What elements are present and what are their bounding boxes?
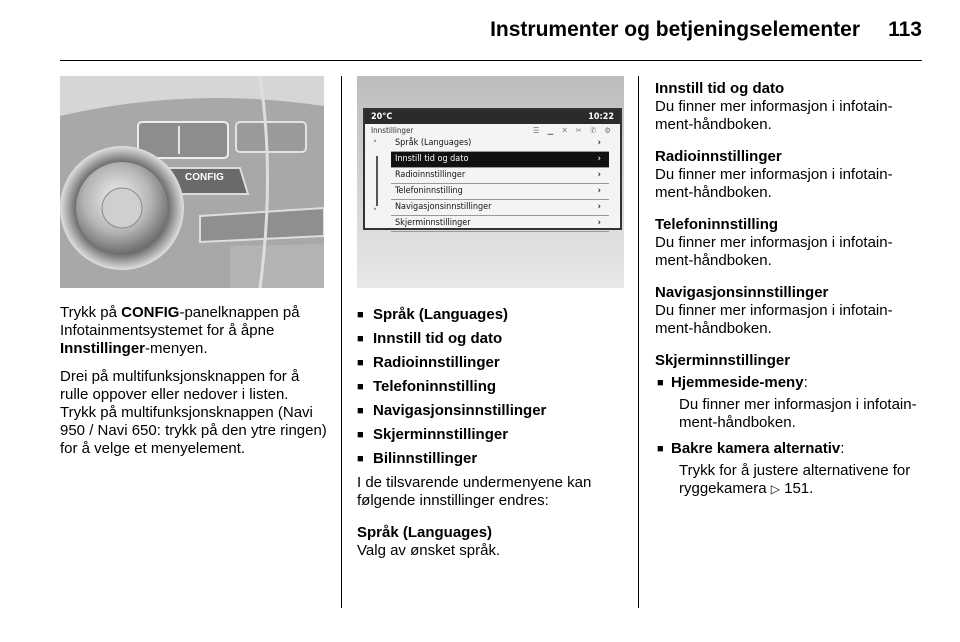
bullet-item: ■ Innstill tid og dato bbox=[357, 330, 627, 348]
multifunction-instruction: Drei på multifunksjonsknappen for å rulle oppover eller nedover i listen. Trykk på multifunksjonsknappen (Navi 950 / Navi 650: trykk på den ytre ringen) for å velge et menyelement. bbox=[60, 368, 327, 457]
config-button-label: CONFIG bbox=[185, 172, 224, 183]
page-number: 113 bbox=[888, 18, 922, 41]
section-heading: Telefoninnstilling bbox=[655, 216, 779, 233]
settings-menu-list bbox=[391, 136, 609, 232]
screen-menu-item bbox=[391, 184, 609, 200]
settings-bullet-list bbox=[357, 306, 627, 468]
bullet-item: ■ Skjerminnstillinger bbox=[357, 426, 627, 444]
screen-menu-item bbox=[391, 152, 609, 168]
chevron-right-icon: › bbox=[597, 138, 601, 148]
sublist-item-bakre-kamera bbox=[655, 440, 927, 498]
sublist-suffix: : bbox=[803, 374, 808, 391]
section-heading: Skjerminnstillinger bbox=[655, 352, 791, 369]
screen-menu-item bbox=[391, 216, 609, 232]
sublist-item-hjemmeside bbox=[655, 374, 927, 432]
sublist-label: Bakre kamera alternativ bbox=[671, 440, 841, 457]
column-1 bbox=[60, 304, 328, 468]
chevron-right-icon: › bbox=[597, 170, 601, 180]
sublist-suffix: : bbox=[840, 440, 845, 457]
page-ref-icon: ▷ bbox=[770, 482, 780, 496]
header-rule bbox=[60, 60, 922, 61]
status-icons: ☰ ▁ ✕ ✂ ✆ ⚙ bbox=[533, 126, 614, 135]
scroll-down-icon: ˅ bbox=[373, 208, 378, 218]
section-heading: Radioinnstillinger bbox=[655, 148, 782, 165]
screen-menu-item-label: Navigasjonsinnstillinger bbox=[395, 202, 492, 212]
chevron-right-icon: › bbox=[597, 202, 601, 212]
control-panel-photo bbox=[60, 76, 324, 288]
submenu-intro: I de tilsvarende undermenyene kan følgende innstillinger endres: bbox=[357, 474, 592, 509]
section-text: Du finner mer informasjon i infotain-ment-håndboken. bbox=[655, 166, 893, 201]
section-text: Valg av ønsket språk. bbox=[357, 542, 501, 559]
section-heading: Innstill tid og dato bbox=[655, 80, 785, 97]
section-heading: Språk (Languages) bbox=[357, 524, 493, 541]
column-separator-1 bbox=[341, 76, 342, 608]
screen-menu-item bbox=[391, 168, 609, 184]
scrollbar bbox=[376, 156, 378, 206]
section-text: Du finner mer informasjon i infotain-ment-håndboken. bbox=[655, 234, 893, 269]
screen-menu-item bbox=[391, 136, 609, 152]
bullet-item: ■ Telefoninnstilling bbox=[357, 378, 627, 396]
text-run: -menyen. bbox=[145, 340, 208, 357]
clock-readout: 10:22 bbox=[588, 112, 614, 122]
sublist-text bbox=[671, 462, 927, 498]
section-skjerm bbox=[655, 352, 927, 370]
text-run: Trykk for å justere alternativene for ryggekamera bbox=[679, 462, 911, 497]
section-radio bbox=[655, 148, 927, 202]
text-run: -panelknappen på Infotainmentsystemet for å åpne bbox=[60, 304, 300, 339]
chevron-right-icon: › bbox=[597, 186, 601, 196]
bullet-item: ■ Bilinnstillinger bbox=[357, 450, 627, 468]
screen-menu-item-label: Språk (Languages) bbox=[395, 138, 472, 148]
section-tid bbox=[655, 80, 927, 134]
section-text: Du finner mer informasjon i infotain-ment-håndboken. bbox=[655, 98, 893, 133]
bullet-item: ■ Språk (Languages) bbox=[357, 306, 627, 324]
screen-menu-item-label: Skjerminnstillinger bbox=[395, 218, 471, 228]
chevron-right-icon: › bbox=[597, 218, 601, 228]
section-text: Du finner mer informasjon i infotain-ment-håndboken. bbox=[655, 302, 893, 337]
bullet-item: ■ Navigasjonsinnstillinger bbox=[357, 402, 627, 420]
column-3 bbox=[655, 80, 927, 506]
settings-screen-photo bbox=[357, 76, 624, 288]
screen-menu-item-label: Radioinnstillinger bbox=[395, 170, 466, 180]
screen-menu-item-label: Innstill tid og dato bbox=[395, 154, 469, 164]
skjerm-sublist bbox=[655, 374, 927, 498]
sublist-label: Hjemmeside-meny bbox=[671, 374, 804, 391]
page-ref: 151. bbox=[779, 480, 814, 497]
screen-menu-item bbox=[391, 200, 609, 216]
chevron-right-icon: › bbox=[597, 154, 601, 164]
sublist-text: Du finner mer informasjon i infotain-ment-håndboken. bbox=[679, 396, 917, 431]
temperature-readout: 20°C bbox=[371, 112, 393, 122]
scroll-up-icon: ˄ bbox=[373, 140, 378, 150]
bullet-item: ■ Radioinnstillinger bbox=[357, 354, 627, 372]
section-navigasjon bbox=[655, 284, 927, 338]
infotainment-screen bbox=[363, 108, 622, 230]
column-separator-2 bbox=[638, 76, 639, 608]
section-telefon bbox=[655, 216, 927, 270]
section-heading: Navigasjonsinnstillinger bbox=[655, 284, 829, 301]
screen-menu-item-label: Telefoninnstilling bbox=[395, 186, 463, 196]
innstillinger-term: Innstillinger bbox=[60, 340, 146, 357]
text-run: Trykk på bbox=[60, 304, 122, 321]
column-2 bbox=[357, 306, 627, 574]
config-term: CONFIG bbox=[121, 304, 180, 321]
header-title: Instrumenter og betjeningselementer bbox=[490, 18, 860, 41]
config-instruction bbox=[60, 304, 328, 358]
breadcrumb-label: Innstillinger bbox=[371, 126, 414, 135]
screen-status-bar bbox=[365, 110, 620, 124]
section-sprak bbox=[357, 524, 627, 560]
